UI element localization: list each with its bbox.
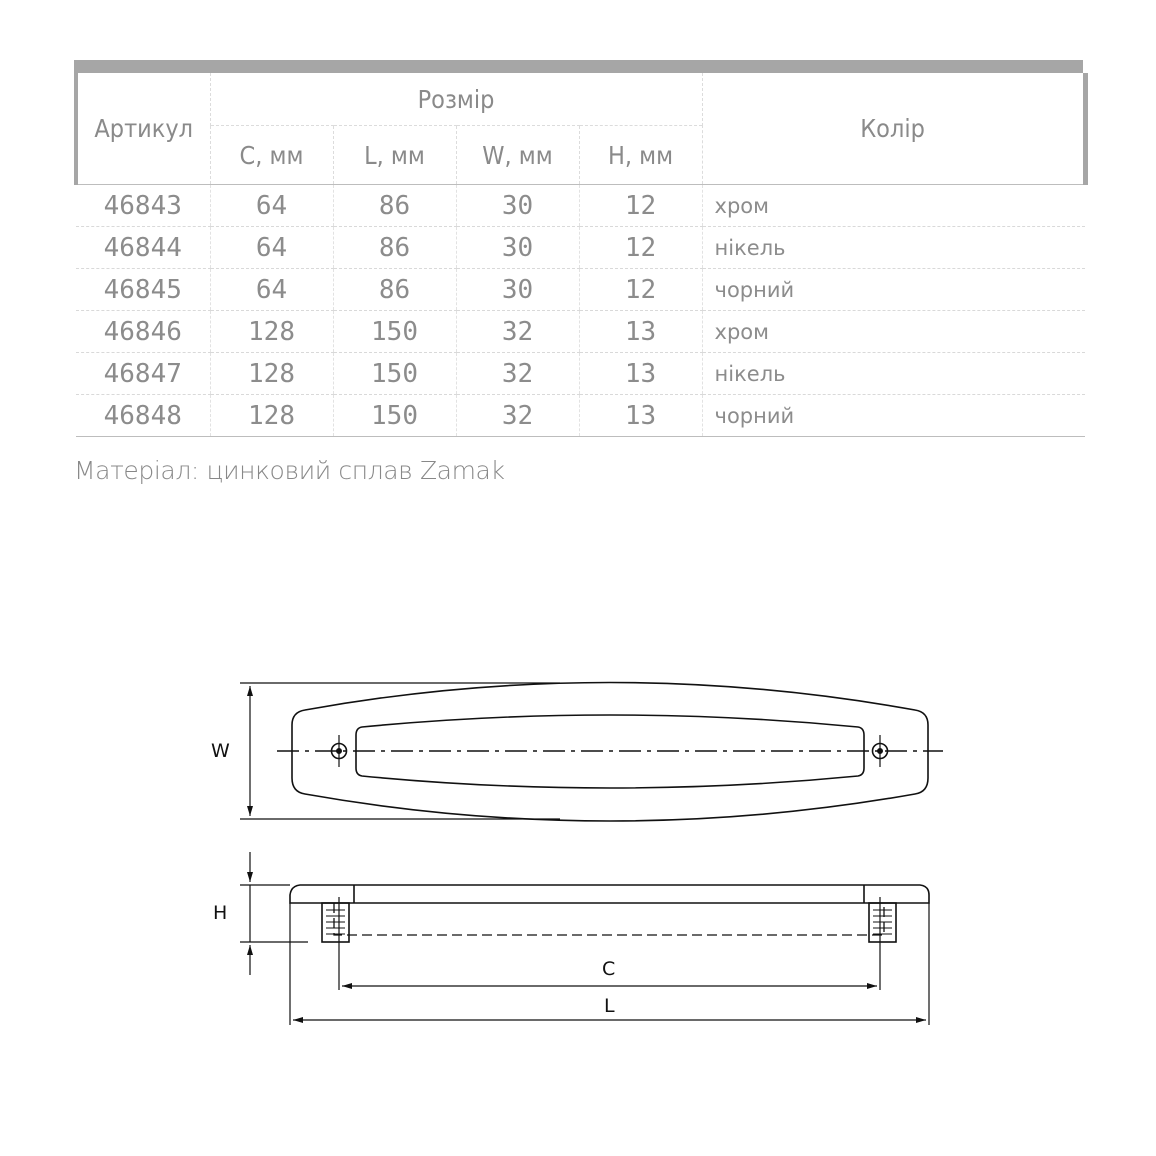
dimension-label-c: C	[602, 958, 616, 980]
material-note: Матеріал: цинковий сплав Zamak	[74, 456, 505, 485]
header-color: Колір	[702, 73, 1085, 185]
cell-w: 32	[456, 395, 579, 437]
header-w: W, мм	[456, 126, 579, 185]
handle-outer-outline	[292, 683, 928, 822]
header-article: Артикул	[76, 73, 210, 185]
cell-h: 12	[579, 227, 702, 269]
cell-w: 30	[456, 227, 579, 269]
cell-article: 46843	[76, 185, 210, 227]
dimension-h	[240, 852, 308, 975]
header-h: H, мм	[579, 126, 702, 185]
cell-w: 30	[456, 269, 579, 311]
cell-color: нікель	[702, 353, 1085, 395]
cell-article: 46847	[76, 353, 210, 395]
cell-h: 12	[579, 269, 702, 311]
dimension-label-h: H	[213, 902, 228, 924]
cell-article: 46844	[76, 227, 210, 269]
cell-c: 64	[210, 227, 333, 269]
cell-color: чорний	[702, 269, 1085, 311]
cell-l: 86	[333, 227, 456, 269]
cell-article: 46848	[76, 395, 210, 437]
cell-c: 128	[210, 311, 333, 353]
cell-c: 128	[210, 395, 333, 437]
cell-w: 32	[456, 353, 579, 395]
cell-l: 150	[333, 353, 456, 395]
cell-h: 12	[579, 185, 702, 227]
cell-h: 13	[579, 395, 702, 437]
dimension-label-w: W	[211, 740, 230, 762]
header-c: C, мм	[210, 126, 333, 185]
cell-w: 30	[456, 185, 579, 227]
cell-c: 64	[210, 185, 333, 227]
cell-l: 150	[333, 311, 456, 353]
cell-l: 86	[333, 185, 456, 227]
dimension-label-l: L	[604, 995, 615, 1017]
header-size-group: Розмір	[210, 73, 702, 126]
cell-color: чорний	[702, 395, 1085, 437]
cell-w: 32	[456, 311, 579, 353]
header-l: L, мм	[333, 126, 456, 185]
cell-l: 150	[333, 395, 456, 437]
cell-c: 128	[210, 353, 333, 395]
hidden-recess-line	[334, 903, 884, 935]
cell-color: хром	[702, 185, 1085, 227]
top-view	[277, 683, 943, 822]
cell-h: 13	[579, 353, 702, 395]
cell-article: 46845	[76, 269, 210, 311]
cell-h: 13	[579, 311, 702, 353]
cell-c: 64	[210, 269, 333, 311]
cell-color: хром	[702, 311, 1085, 353]
cell-l: 86	[333, 269, 456, 311]
handle-side-body	[290, 885, 929, 903]
cell-article: 46846	[76, 311, 210, 353]
cell-color: нікель	[702, 227, 1085, 269]
